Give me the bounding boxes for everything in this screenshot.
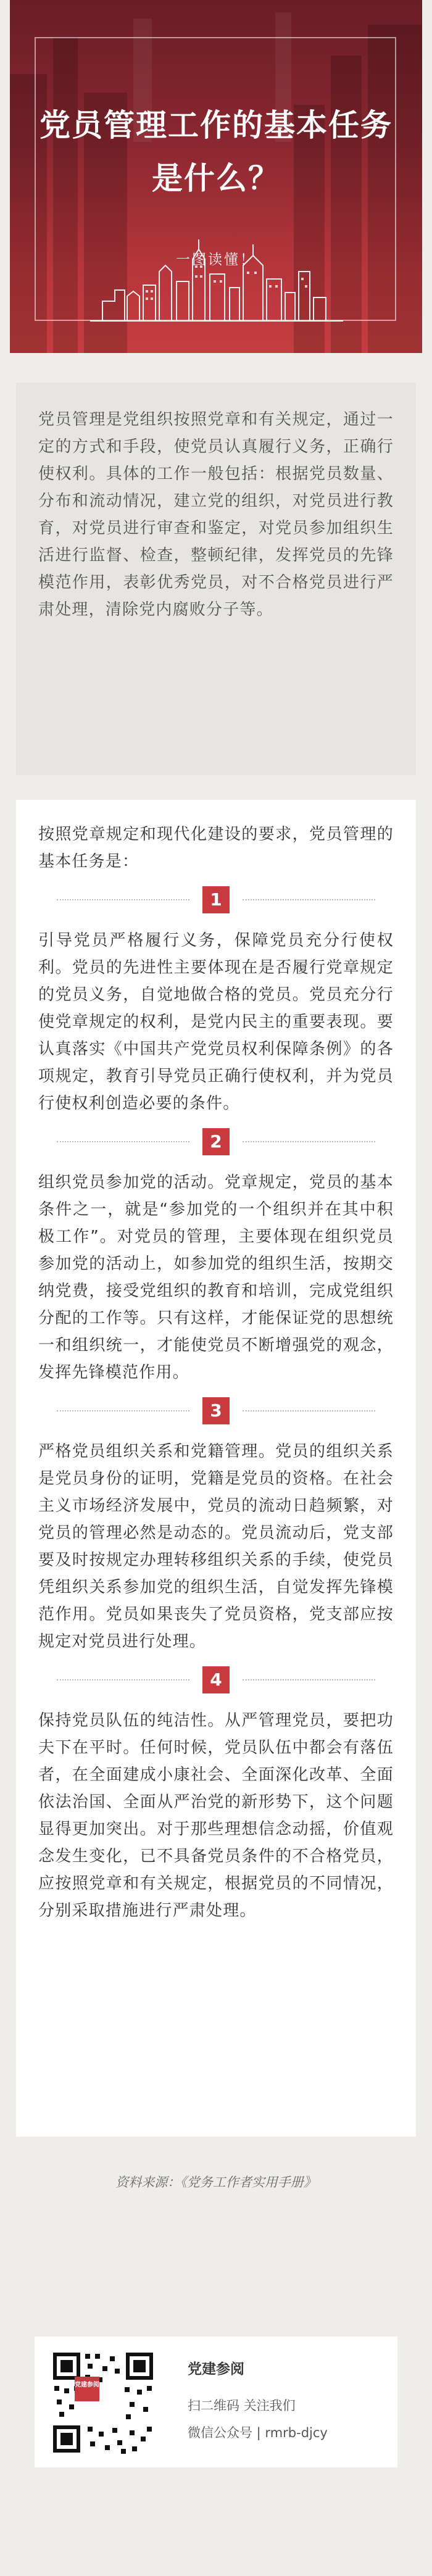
tasks-lead: 按照党章规定和现代化建设的要求，党员管理的基本任务是：	[38, 825, 394, 871]
account-name: 党建参阅	[188, 2361, 244, 2377]
section-divider-3	[38, 1395, 394, 1427]
title-line-1: 党员管理工作的基本任务	[39, 107, 393, 143]
task-paragraph-2: 组织党员参加党的活动。党章规定，党员的基本条件之一，就是“参加党的一个组织并在其中积极工作”。对党员的管理，主要体现在组织党员参加党的活动上，如参加党的组织生活，按期交纳党费，接受党组织的教育和培训，完成党组织分配的工作等。只有这样，才能保证党的思想统一和组织统一，才能使党员不断增强党的观念，发挥先锋模范作用。	[38, 1173, 394, 1382]
section-divider-4	[38, 1664, 394, 1696]
qr-code-icon[interactable]	[51, 2350, 156, 2455]
source-citation: 资料来源：《党务工作者实用手册》	[115, 2175, 317, 2190]
divider-line	[243, 1679, 375, 1681]
section-number-badge: 2	[202, 1128, 230, 1155]
divider-line	[243, 899, 375, 900]
wechat-account-id: 微信公众号 | rmrb-djcy	[188, 2425, 328, 2440]
divider-line	[243, 1141, 375, 1142]
hero-banner	[10, 0, 422, 353]
section-number-badge: 4	[202, 1666, 230, 1693]
hero-subtitle: 一图读懂！	[176, 252, 256, 268]
intro-card	[16, 383, 416, 775]
divider-line	[57, 1141, 189, 1142]
task-paragraph-3: 严格党员组织关系和党籍管理。党员的组织关系是党员身份的证明，党籍是党员的资格。在社会主义市场经济发展中，党员的流动日趋频繁，对党员的管理必然是动态的。党员流动后，党支部要及时按规定办理转移组织关系的手续，使党员凭组织关系参加党的组织生活，自觉发挥先锋模范作用。党员如果丧失了党员资格，党支部应按规定对党员进行处理。	[38, 1442, 394, 1651]
divider-line	[57, 1679, 189, 1681]
section-number-badge: 3	[202, 1397, 230, 1424]
divider-line	[57, 1410, 189, 1411]
divider-line	[243, 1410, 375, 1411]
divider-line	[57, 899, 189, 900]
task-paragraph-4: 保持党员队伍的纯洁性。从严管理党员，要把功夫下在平时。任何时候，党员队伍中都会有落伍者，在全面建成小康社会、全面深化改革、全面依法治国、全面从严治党的新形势下，这个问题显得更加突出。对于那些理想信念动摇，价值观念发生变化，已不具备党员条件的不合格党员，应按照党章和有关规定，根据党员的不同情况，分别采取措施进行严肃处理。	[38, 1711, 394, 1920]
section-divider-1	[38, 884, 394, 916]
task-paragraph-1: 引导党员严格履行义务，保障党员充分行使权利。党员的先进性主要体现在是否履行党章规定的党员义务，自觉地做合格的党员。党员充分行使党章规定的权利，是党内民主的重要表现。要认真落实《中国共产党党员权利保障条例》的各项规定，教育引导党员正确行使权利，并为党员行使权利创造必要的条件。	[38, 931, 394, 1113]
qr-logo-badge: 党建参阅	[75, 2377, 99, 2401]
title-line-2: 是什么？	[152, 160, 280, 196]
tasks-card	[16, 800, 416, 2137]
intro-paragraph: 党员管理是党组织按照党章和有关规定，通过一定的方式和手段，使党员认真履行义务，正确行使权利。具体的工作一般包括：根据党员数量、分布和流动情况，建立党的组织，对党员进行教育，对党员进行审查和鉴定，对党员参加组织生活进行监督、检查，整顿纪律，发挥党员的先锋模范作用，表彰优秀党员，对不合格党员进行严肃处理，清除党内腐败分子等。	[38, 410, 394, 619]
section-number-badge: 1	[202, 886, 230, 913]
page-title	[10, 99, 422, 205]
footer-card	[35, 2337, 397, 2467]
scan-prompt: 扫二维码 关注我们	[188, 2398, 296, 2413]
section-divider-2	[38, 1126, 394, 1158]
